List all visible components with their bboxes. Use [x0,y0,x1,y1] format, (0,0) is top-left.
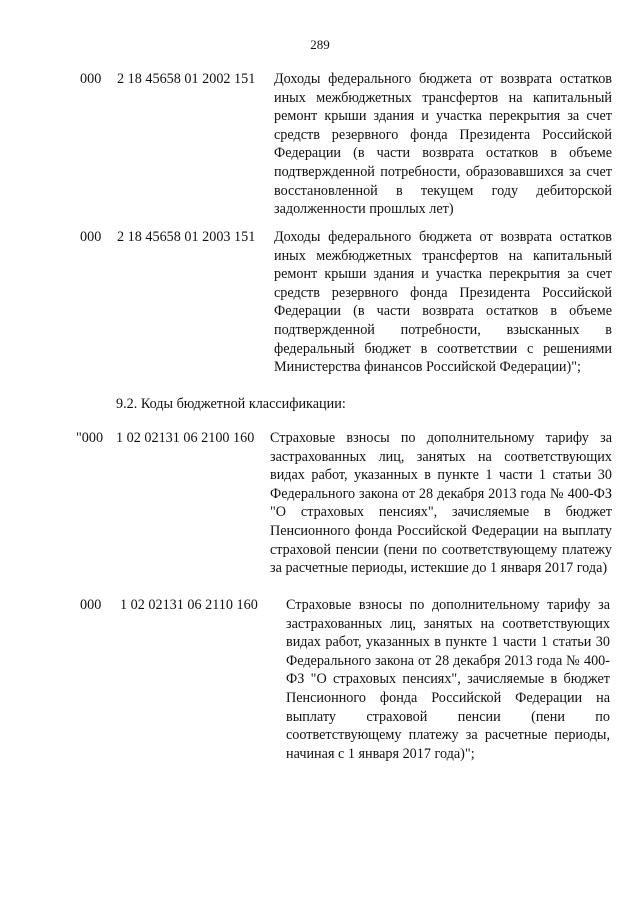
admin-code: 000 [80,229,102,245]
admin-code: 000 [80,597,102,613]
page-number: 289 [310,37,330,52]
entry-description: Страховые взносы по дополнительному тарифу за застрахованных лиц, занятых на соответствующих видах работ, указанных в пункте 1 части 1 статьи 30 Федерального закона от 28 декабря 2013 года № 400-ФЗ "О страховых пенсиях", зачисляемые в бюджет Пенсионного фонда Российской Федерации на выплату страховой пенсии (пени по соответствующему платежу за расчетные периоды, истекшие до 1 января 2017 года) [270,430,612,577]
admin-code: "000 [76,430,104,446]
section-heading: 9.2. Коды бюджетной классификации: [116,396,346,412]
kbk-code: 1 02 02131 06 2110 160 [120,597,258,613]
entry-description: Доходы федерального бюджета от возврата остатков иных межбюджетных трансфертов на капитальный ремонт крыши здания и участка перекрытия за счет средств резервного фонда Президента Российской Федерации (в части возврата остатков в объеме подтвержденной потребности, взысканных в федеральный бюджет в соответствии с решениями Министерства финансов Российской Федерации)"; [274,229,612,376]
kbk-code: 2 18 45658 01 2002 151 [117,71,256,87]
kbk-code: 1 02 02131 06 2100 160 [116,430,255,446]
entry-description: Доходы федерального бюджета от возврата остатков иных межбюджетных трансфертов на капитальный ремонт крыши здания и участка перекрытия за счет средств резервного фонда Президента Российской Федерации (в части возврата остатков в объеме подтвержденной потребности, образовавшихся за счет восстановленной в текущем году дебиторской задолженности прошлых лет) [274,71,612,218]
kbk-code: 2 18 45658 01 2003 151 [117,229,256,245]
admin-code: 000 [80,71,102,87]
entry-description: Страховые взносы по дополнительному тарифу за застрахованных лиц, занятых на соответствующих видах работ, указанных в пункте 1 части 1 статьи 30 Федерального закона от 28 декабря 2013 года № 400-ФЗ "О страховых пенсиях", зачисляемые в бюджет Пенсионного фонда Российской Федерации на выплату страховой пенсии (пени по соответствующему платежу за расчетные периоды, начиная с 1 января 2017 года)"; [286,597,610,762]
